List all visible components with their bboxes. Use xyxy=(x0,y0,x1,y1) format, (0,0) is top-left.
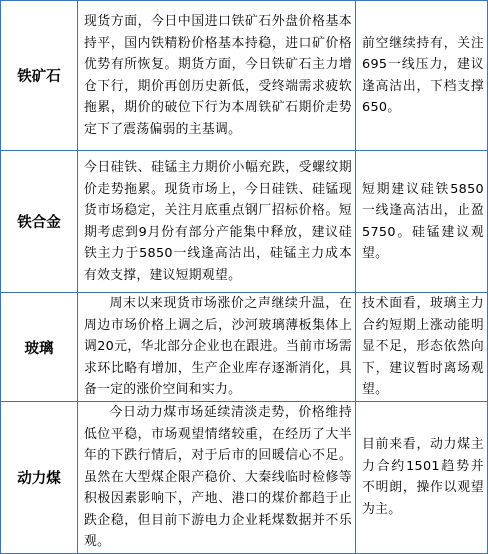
trading-advice-iron-ore: 前空继续持有，关注695一线压力，建议逢高沽出，下档支撑650。 xyxy=(356,1,488,151)
commodity-name-glass: 玻璃 xyxy=(1,293,78,402)
trading-advice-thermal-coal: 目前来看，动力煤主力合约1501趋势并不明朗，操作以观望为主。 xyxy=(356,402,488,554)
market-analysis-ferroalloy: 今日硅铁、硅锰主力期价小幅充跌，受螺纹期价走势拖累。现货市场上，今日硅铁、硅锰现货市场稳定，关注月底重点钢厂招标价格。短期考虑到9月份有部分产能集中释放，建议硅铁主力于5850一线逢高沽出，硅锰主力成本有效支撑，建议短期观望。 xyxy=(78,151,356,293)
market-analysis-iron-ore: 现货方面，今日中国进口铁矿石外盘价格基本持平，国内铁精粉价格基本持稳，进口矿价格优势有所恢复。期货方面，今日铁矿石主力增仓下行，期价再创历史新低，受终端需求疲软拖累，期价的破位下行为本周铁矿石期价走势定下了震荡偏弱的主基调。 xyxy=(78,1,356,151)
commodity-name-ferroalloy: 铁合金 xyxy=(1,151,78,293)
trading-advice-ferroalloy: 短期建议硅铁5850一线逢高沽出，止盈5750。硅锰建议观望。 xyxy=(356,151,488,293)
commodity-name-iron-ore: 铁矿石 xyxy=(1,1,78,151)
market-analysis-glass: 周末以来现货市场涨价之声继续升温，在周边市场价格上调之后，沙河玻璃薄板集体上调20元，华北部分企业也在跟进。当前市场需求环比略有增加，生产企业库存逐渐消化，具备一定的涨价空间和实力。 xyxy=(78,293,356,402)
trading-advice-glass: 技术面看，玻璃主力合约短期上涨动能明显不足，形态依然向下，建议暂时离场观望。 xyxy=(356,293,488,402)
table-row-thermal-coal xyxy=(1,402,488,554)
commodity-name-thermal-coal: 动力煤 xyxy=(1,402,78,554)
table-row-glass xyxy=(1,293,488,402)
table-row-iron-ore xyxy=(1,1,488,151)
table-row-ferroalloy xyxy=(1,151,488,293)
market-analysis-thermal-coal: 今日动力煤市场延续清淡走势，价格维持低位平稳，市场观望情绪较重，在经历了大半年的下跌行情后，对于后市的回暖信心不足。虽然在大型煤企限产稳价、大秦线临时检修等积极因素影响下，产地、港口的煤价都趋于止跌企稳，但目前下游电力企业耗煤数据并不乐观。 xyxy=(78,402,356,554)
